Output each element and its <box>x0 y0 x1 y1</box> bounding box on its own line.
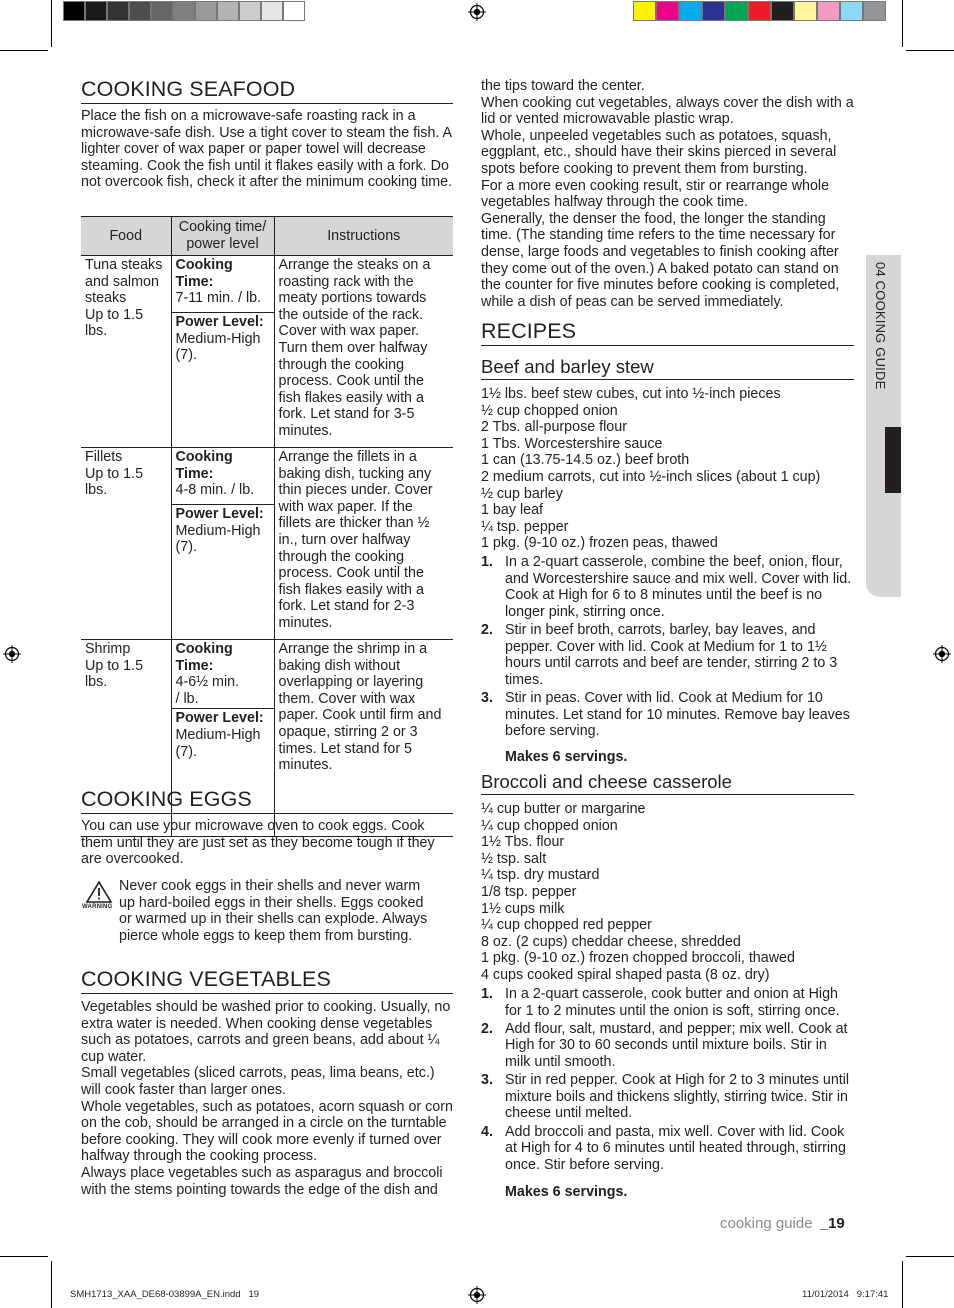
color-swatch <box>794 1 817 21</box>
step-text: Add broccoli and pasta, mix well. Cover with lid. Cook at High for 4 to 6 minutes until heated through, stirring once. Stir before serving. <box>505 1123 846 1173</box>
eggs-intro: You can use your microwave oven to cook eggs. Cook them until they are just set as they become tough if they are overcooked. <box>81 818 435 868</box>
seafood-table <box>81 216 453 837</box>
ingredient-item: ½ cup barley <box>481 485 563 502</box>
vegetables-paragraph: Vegetables should be washed prior to cooking. Usually, no extra water is needed. When cooking dense vegetables such as potatoes, carrots and green beans, add about ¼ cup water. <box>81 999 451 1065</box>
color-swatch <box>863 1 886 21</box>
ingredient-item: 4 cups cooked spiral shaped pasta (8 oz. dry) <box>481 966 770 983</box>
color-swatch <box>151 1 173 21</box>
cooking-time-label: Cooking Time: <box>175 449 233 482</box>
color-swatch <box>85 1 107 21</box>
cooking-time-value: 4-6½ min. / lb. <box>175 674 240 707</box>
ingredient-item: ½ cup chopped onion <box>481 402 618 419</box>
seafood-heading: COOKING SEAFOOD <box>81 77 453 104</box>
broccoli-step-list <box>481 986 854 1175</box>
ingredient-item: 1½ Tbs. flour <box>481 834 565 851</box>
crop-mark <box>902 1261 903 1308</box>
recipe-step <box>481 1021 854 1071</box>
warning-label: WARNING <box>82 904 113 910</box>
color-swatch <box>195 1 217 21</box>
ingredient-item: ¼ cup butter or margarine <box>481 801 646 817</box>
vegetables-paragraph-continued: Always place vegetables such as asparagus and broccoli with the stems pointing towards the edge of the dish and <box>81 1164 443 1198</box>
food-cell: Tuna steaks and salmon steaks Up to 1.5 lbs. <box>81 256 171 448</box>
registration-mark-icon <box>468 1286 486 1304</box>
color-swatch <box>283 1 305 21</box>
crop-mark <box>906 50 954 51</box>
recipe-step <box>481 690 854 740</box>
broccoli-title: Broccoli and cheese casserole <box>481 771 854 795</box>
registration-mark-icon <box>468 3 486 21</box>
vegetables-paragraph: Generally, the denser the food, the longer the standing time. (The standing time refers to the time necessary for dense, large foods and vegetables to finish cooking after they come out of the oven.) A baked potato can stand on the counter for five minutes before cooking is completed, while a dish of peas can be served immediately. <box>481 210 840 310</box>
vegetables-heading: COOKING VEGETABLES <box>81 967 453 994</box>
crop-mark <box>0 1256 48 1257</box>
seafood-intro: Place the fish on a microwave-safe roasting rack in a microwave-safe dish. Use a tight cover to steam the fish. A lighter cover of wax paper or paper towel will decrease steaming. Cook the fish until it flakes easily with a fork. Do not overcook fish, check it after the minimum cooking time. <box>81 108 453 191</box>
ingredient-item: ¼ cup chopped red pepper <box>481 917 652 934</box>
power-level-value: Medium-High (7). <box>175 522 261 556</box>
step-text: Stir in beef broth, carrots, barley, bay leaves, and pepper. Cover with lid. Cook at Medium for 1 to 1½ hours until carrots and beef are tender, stirring 2 to 3 times. <box>505 621 838 688</box>
vegetables-text-continued <box>481 78 854 310</box>
recipe-step <box>481 622 854 688</box>
color-swatch <box>656 1 679 21</box>
color-swatch <box>107 1 129 21</box>
broccoli-servings: Makes 6 servings. <box>505 1184 628 1200</box>
ingredient-item: 1 bay leaf <box>481 502 543 519</box>
cooking-time-cell <box>171 256 274 313</box>
ingredient-item: ¼ tsp. dry mustard <box>481 867 600 884</box>
crop-mark <box>51 1261 52 1308</box>
ingredient-item: 2 medium carrots, cut into ½-inch slices (about 1 cup) <box>481 468 821 485</box>
crop-mark <box>902 0 903 47</box>
broccoli-ingredient-list <box>481 801 854 984</box>
color-swatch <box>173 1 195 21</box>
vegetables-paragraph: Whole vegetables, such as potatoes, acorn squash or corn on the cob, should be arranged in a circle on the turntable before cooking. They will cook more evenly if turned over halfway through the cooking process. <box>81 1098 453 1165</box>
color-swatch <box>63 1 85 21</box>
page-footer <box>720 1215 845 1232</box>
recipe-step <box>481 1072 854 1122</box>
eggs-heading: COOKING EGGS <box>81 787 453 814</box>
power-level-label: Power Level: <box>175 506 264 522</box>
step-text: In a 2-quart casserole, combine the beef, onion, flour, and Worcestershire sauce and mix well. Cover with lid. Cook at High for 6 to 8 minutes until the beef is no longer pink, stirring once. <box>505 554 852 620</box>
color-swatch <box>725 1 748 21</box>
step-number: 1. <box>481 986 493 1002</box>
color-swatch <box>261 1 283 21</box>
chapter-side-tab-label: 04 COOKING GUIDE <box>873 262 888 390</box>
cooking-time-value: 4-8 min. / lb. <box>175 482 255 499</box>
footer-section-label: cooking guide <box>720 1215 813 1232</box>
color-swatch <box>217 1 239 21</box>
step-number: 1. <box>481 554 493 570</box>
color-swatch <box>840 1 863 21</box>
ingredient-item: 2 Tbs. all-purpose flour <box>481 419 627 436</box>
ingredient-item: 1/8 tsp. pepper <box>481 883 577 900</box>
ingredient-item: 1 pkg. (9-10 oz.) frozen chopped broccoli, thawed <box>481 950 795 967</box>
instructions-cell: Arrange the shrimp in a baking dish without overlapping or layering them. Cover with wax paper. Cook until firm and opaque, stirring 2 or 3 times. Let stand for 5 minutes. <box>274 640 453 837</box>
food-cell: Shrimp Up to 1.5 lbs. <box>81 640 171 837</box>
power-level-cell <box>171 505 274 640</box>
color-swatch <box>702 1 725 21</box>
step-number: 4. <box>481 1123 493 1140</box>
ingredient-item: ¼ tsp. pepper <box>481 518 569 535</box>
cooking-time-cell <box>171 448 274 505</box>
color-swatch <box>817 1 840 21</box>
table-header-cell: Food <box>81 217 171 256</box>
color-swatch <box>679 1 702 21</box>
ingredient-item: 1½ cups milk <box>481 900 565 917</box>
registration-mark-icon <box>933 645 951 663</box>
cooking-time-label: Cooking Time: <box>175 641 233 674</box>
table-header-cell: Instructions <box>274 217 453 256</box>
recipe-step <box>481 1124 854 1174</box>
recipe-step <box>481 986 854 1019</box>
step-number: 3. <box>481 1072 493 1089</box>
recipe-step <box>481 554 854 620</box>
step-text: In a 2-quart casserole, cook butter and onion at High for 1 to 2 minutes until the onion is soft, stirring once. <box>505 986 840 1019</box>
table-header-cell: Cooking time/ power level <box>171 217 274 256</box>
table-row <box>81 640 453 709</box>
power-level-label: Power Level: <box>175 314 264 330</box>
color-swatch <box>129 1 151 21</box>
color-swatch <box>633 1 656 21</box>
ingredient-item: ¼ cup chopped onion <box>481 817 618 834</box>
step-number: 2. <box>481 621 493 638</box>
recipes-heading: RECIPES <box>481 319 854 346</box>
power-level-value: Medium-High (7). <box>175 726 261 760</box>
table-header-row <box>81 217 453 256</box>
cooking-time-cell <box>171 640 274 709</box>
crop-mark <box>0 50 48 51</box>
slug-date: 11/01/2014 9:17:41 <box>802 1289 889 1300</box>
ingredient-item: 1½ lbs. beef stew cubes, cut into ½-inch pieces <box>481 386 781 402</box>
color-swatch <box>239 1 261 21</box>
ingredient-item: ½ tsp. salt <box>481 850 547 867</box>
crop-mark <box>51 0 52 47</box>
table-row <box>81 256 453 313</box>
gray-calibration-bar <box>63 1 305 23</box>
power-level-label: Power Level: <box>175 710 264 727</box>
vegetables-paragraph: When cooking cut vegetables, always cover the dish with a lid or vented microwavable plastic wrap. <box>481 94 854 128</box>
color-calibration-bar <box>633 1 886 23</box>
crop-mark <box>906 1256 954 1257</box>
slug-filename: SMH1713_XAA_DE68-03899A_EN.indd 19 <box>70 1289 260 1300</box>
instructions-cell: Arrange the steaks on a roasting rack with the meaty portions towards the outside of the rack. Cover with wax paper. Turn them over halfway through the cooking process. Cook until the fish flakes easily with a fork. Let stand for 3-5 minutes. <box>274 256 453 448</box>
power-level-value: Medium-High (7). <box>175 330 261 364</box>
stew-ingredient-list <box>481 386 854 552</box>
cooking-time-value: 7-11 min. / lb. <box>175 290 262 307</box>
step-text: Stir in peas. Cover with lid. Cook at Medium for 10 minutes. Let stand for 10 minutes. Remove bay leaves before serving. <box>505 689 850 740</box>
step-number: 2. <box>481 1020 493 1037</box>
step-text: Add flour, salt, mustard, and pepper; mix well. Cook at High for 30 to 60 seconds until mixture boils. Stir in milk until smooth. <box>505 1020 848 1070</box>
food-cell: Fillets Up to 1.5 lbs. <box>81 448 171 640</box>
cooking-time-label: Cooking Time: <box>175 257 233 290</box>
step-number: 3. <box>481 689 493 706</box>
vegetables-paragraph: Small vegetables (sliced carrots, peas, lima beans, etc.) will cook faster than larger ones. <box>81 1065 435 1098</box>
warning-icon <box>84 881 114 903</box>
table-row <box>81 448 453 505</box>
vegetables-paragraph-continued: the tips toward the center. <box>481 78 645 94</box>
registration-mark-icon <box>3 645 21 663</box>
color-swatch <box>748 1 771 21</box>
vegetables-text <box>81 999 453 1198</box>
eggs-warning-text: Never cook eggs in their shells and never warm up hard-boiled eggs in their shells. Eggs cooked or warmed up in their shells can explode. Always pierce whole eggs to keep them from bursting. <box>119 878 428 944</box>
ingredient-item: 8 oz. (2 cups) cheddar cheese, shredded <box>481 933 741 950</box>
color-swatch <box>771 1 794 21</box>
stew-step-list <box>481 554 854 741</box>
step-text: Stir in red pepper. Cook at High for 2 to 3 minutes until mixture boils and thickens slightly, stirring twice. Stir in cheese until melted. <box>505 1072 850 1122</box>
vegetables-paragraph: Whole, unpeeled vegetables such as potatoes, squash, eggplant, etc., should have their skins pierced in several spots before cooking to prevent them from bursting. <box>481 127 837 177</box>
instructions-cell: Arrange the fillets in a baking dish, tucking any thin pieces under. Cover with wax paper. If the fillets are thicker than ½ in., turn over halfway through the cooking process. Cook until the fish flakes easily with a fork. Let stand for 2-3 minutes. <box>274 448 453 640</box>
side-tab-marker <box>885 427 901 493</box>
stew-title: Beef and barley stew <box>481 356 854 380</box>
stew-servings: Makes 6 servings. <box>505 749 628 765</box>
page-number: _19 <box>819 1215 845 1232</box>
ingredient-item: 1 pkg. (9-10 oz.) frozen peas, thawed <box>481 535 718 552</box>
ingredient-item: 1 Tbs. Worcestershire sauce <box>481 435 663 452</box>
ingredient-item: 1 can (13.75-14.5 oz.) beef broth <box>481 452 690 469</box>
power-level-cell <box>171 313 274 448</box>
vegetables-paragraph: For a more even cooking result, stir or rearrange whole vegetables halfway through the cook time. <box>481 177 830 211</box>
